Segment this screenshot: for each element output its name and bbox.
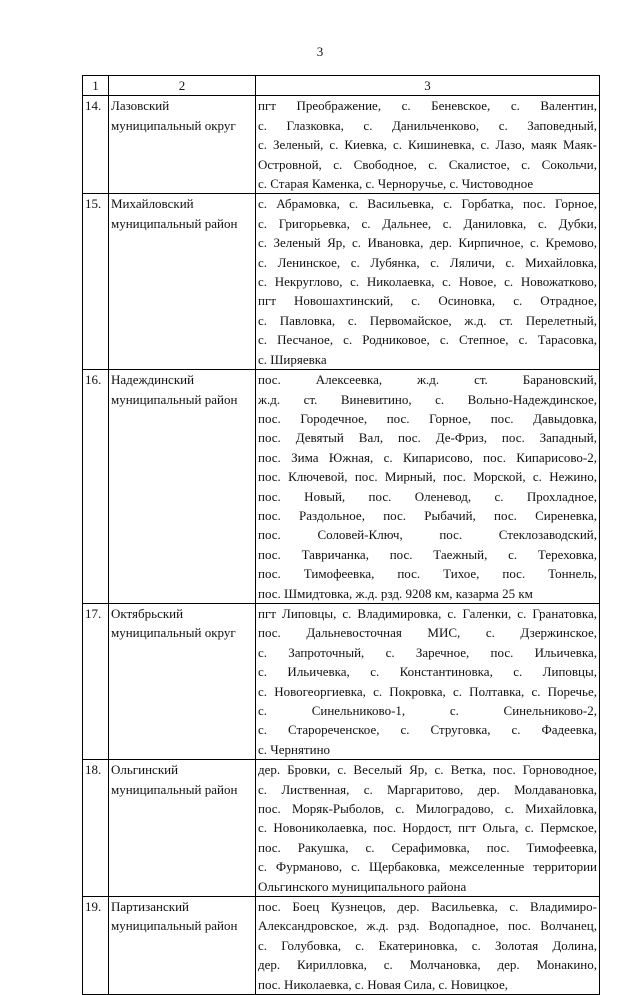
row-number: 16. — [83, 370, 109, 604]
table-row — [83, 760, 600, 897]
settlements-line: с. Некруглово, с. Николаевка, с. Новое, с. Новожатково, — [258, 274, 597, 290]
settlements-line: пгт Липовцы, с. Владимировка, с. Галенки, с. Гранатовка, — [258, 605, 597, 621]
settlements-line: с. Зеленый, с. Киевка, с. Кишиневка, с. Лазо, маяк Маяк- — [258, 137, 597, 153]
district-name: Партизанский муниципальный район — [109, 897, 256, 995]
table-header-row — [83, 76, 600, 96]
settlements-line: с. Фурманово, с. Щербаковка, межселенные территории — [258, 859, 597, 875]
settlements-line: с. Голубовка, с. Екатериновка, с. Золотая Долина, — [258, 937, 597, 953]
settlements-line: пос. Городечное, пос. Горное, пос. Давыдовка, — [258, 410, 597, 426]
settlements-list — [256, 603, 600, 759]
settlements-line: дер. Кирилловка, с. Молчановка, дер. Монакино, — [258, 957, 597, 973]
settlements-line: пос. Соловей-Ключ, пос. Стеклозаводский, — [258, 527, 597, 543]
settlements-line: пос. Раздольное, пос. Рыбачий, пос. Сиреневка, — [258, 507, 597, 523]
settlements-line: пос. Моряк-Рыболов, с. Милоградово, с. Михайловка, — [258, 801, 597, 817]
settlements-line: с. Запроточный, с. Заречное, пос. Ильичевка, — [258, 644, 597, 660]
settlements-list — [256, 897, 600, 995]
settlements-line: пос. Новый, пос. Оленевод, с. Прохладное, — [258, 488, 597, 504]
settlements-line: с. Ильичевка, с. Константиновка, с. Липовцы, — [258, 664, 597, 680]
row-number: 19. — [83, 897, 109, 995]
settlements-line: с. Ширяевка — [258, 351, 327, 367]
settlements-list — [256, 96, 600, 194]
settlements-line: Александровское, ж.д. рзд. Водопадное, пос. Волчанец, — [258, 918, 597, 934]
settlements-line: пос. Дальневосточная МИС, с. Дзержинское, — [258, 625, 597, 641]
row-number: 17. — [83, 603, 109, 759]
settlements-line: с. Павловка, с. Первомайское, ж.д. ст. Перелетный, — [258, 312, 597, 328]
district-name: Надеждинский муниципальный район — [109, 370, 256, 604]
header-col-2: 2 — [109, 76, 256, 96]
settlements-line: пос. Шмидтовка, ж.д. рзд. 9208 км, казарма 25 км — [258, 585, 533, 601]
settlements-line: Островной, с. Свободное, с. Скалистое, с. Сокольчи, — [258, 156, 597, 172]
settlements-list — [256, 370, 600, 604]
table-row — [83, 897, 600, 995]
header-col-1: 1 — [83, 76, 109, 96]
district-name: Ольгинский муниципальный район — [109, 760, 256, 897]
settlements-list — [256, 760, 600, 897]
settlements-line: ж.д. ст. Виневитино, с. Вольно-Надеждинское, — [258, 391, 597, 407]
settlements-line: Ольгинского муниципального района — [258, 878, 467, 894]
settlements-line: с. Абрамовка, с. Васильевка, с. Горбатка, пос. Горное, — [258, 196, 597, 212]
table-row — [83, 603, 600, 759]
settlements-line: с. Песчаное, с. Родниковое, с. Степное, с. Тарасовка, — [258, 332, 597, 348]
settlements-line: пос. Николаевка, с. Новая Сила, с. Новицкое, — [258, 976, 508, 992]
settlements-list — [256, 194, 600, 370]
settlements-line: пос. Зима Южная, с. Кипарисово, пос. Кипарисово-2, — [258, 449, 597, 465]
settlements-line: с. Ленинское, с. Лубянка, с. Ляличи, с. Михайловка, — [258, 254, 597, 270]
district-name: Лазовский муниципальный округ — [109, 96, 256, 194]
settlements-line: пос. Девятый Вал, пос. Де-Фриз, пос. Западный, — [258, 430, 597, 446]
settlements-line: с. Глазковка, с. Данильченково, с. Заповедный, — [258, 117, 597, 133]
page-number: 3 — [316, 44, 324, 59]
settlements-line: пос. Тимофеевка, пос. Тихое, пос. Тоннель, — [258, 566, 597, 582]
table-row — [83, 96, 600, 194]
settlements-line: с. Григорьевка, с. Дальнее, с. Даниловка, с. Дубки, — [258, 215, 597, 231]
settlements-line: пос. Ракушка, с. Серафимовка, пос. Тимофеевка, — [258, 839, 597, 855]
settlements-line: дер. Бровки, с. Веселый Яр, с. Ветка, пос. Горноводное, — [258, 762, 597, 778]
settlements-line: с. Зеленый Яр, с. Ивановка, дер. Кирпичное, с. Кремово, — [258, 235, 597, 251]
table-row — [83, 370, 600, 604]
settlements-line: с. Старореченское, с. Струговка, с. Фадеевка, — [258, 722, 597, 738]
table-row — [83, 194, 600, 370]
district-name: Михайловский муниципальный район — [109, 194, 256, 370]
settlements-line: пгт Преображение, с. Беневское, с. Валентин, — [258, 98, 597, 114]
settlements-line: пос. Ключевой, пос. Мирный, пос. Морской, с. Нежино, — [258, 469, 597, 485]
header-col-3: 3 — [256, 76, 600, 96]
row-number: 18. — [83, 760, 109, 897]
settlements-line: с. Новониколаевка, пос. Нордост, пгт Ольга, с. Пермское, — [258, 820, 597, 836]
settlements-line: пос. Боец Кузнецов, дер. Васильевка, с. Владимиро- — [258, 899, 597, 915]
settlements-line: пос. Тавричанка, пос. Таежный, с. Тереховка, — [258, 546, 597, 562]
row-number: 15. — [83, 194, 109, 370]
settlements-line: с. Синельниково-1, с. Синельниково-2, — [258, 703, 597, 718]
settlements-line: пгт Новошахтинский, с. Осиновка, с. Отрадное, — [258, 293, 597, 309]
settlements-line: с. Чернятино — [258, 741, 331, 757]
district-name: Октябрьский муниципальный округ — [109, 603, 256, 759]
settlements-table — [82, 75, 600, 995]
settlements-line: пос. Алексеевка, ж.д. ст. Барановский, — [258, 372, 597, 388]
settlements-line: с. Новогеоргиевка, с. Покровка, с. Полтавка, с. Поречье, — [258, 683, 597, 699]
settlements-line: с. Лиственная, с. Маргаритово, дер. Молдавановка, — [258, 781, 597, 797]
settlements-line: с. Старая Каменка, с. Черноручье, с. Чистоводное — [258, 176, 534, 192]
row-number: 14. — [83, 96, 109, 194]
